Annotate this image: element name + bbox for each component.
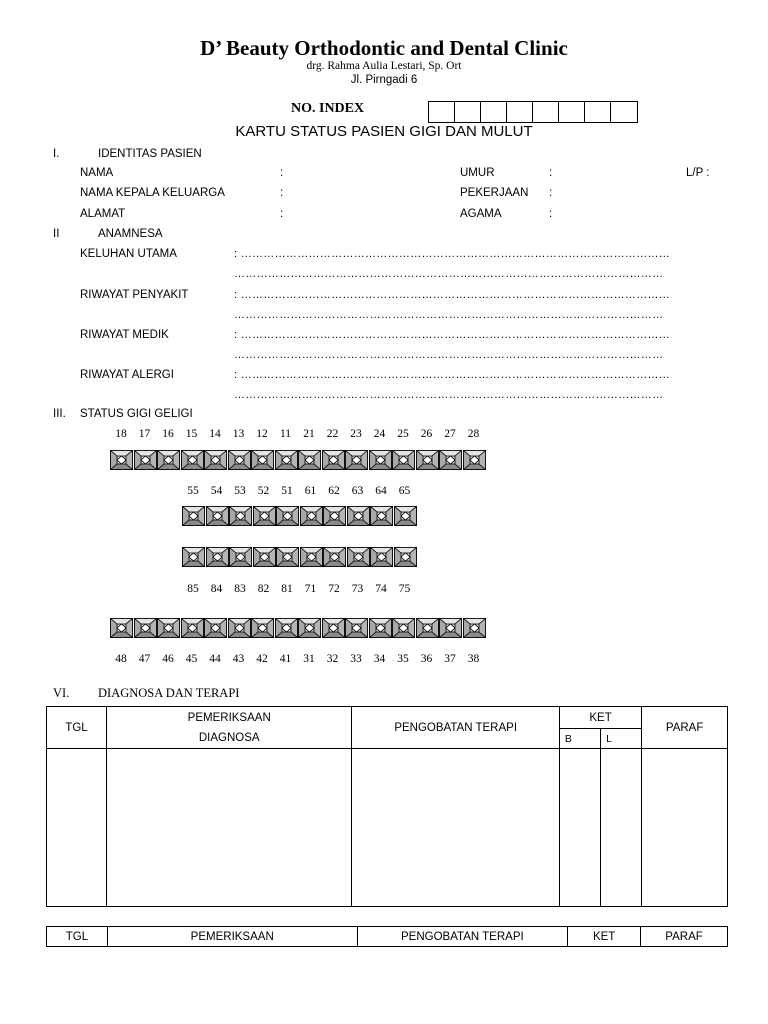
tooth-number: 64 [375,485,387,497]
section3-number: III. [53,408,66,420]
dotted-line[interactable]: : …………………………………………………………………………………………………… [234,248,671,260]
field-alamat: ALAMAT [80,208,126,220]
tooth-upper-permanent-9[interactable] [322,450,345,470]
tooth-number: 53 [234,485,246,497]
tooth-upper-deciduous-8[interactable] [370,506,393,526]
cell-pengobatan[interactable] [352,749,559,907]
tooth-number: 32 [326,653,339,665]
tooth-lower-permanent-9[interactable] [322,618,345,638]
dotted-line[interactable]: : …………………………………………………………………………………………………… [234,369,671,381]
dotted-line[interactable]: …………………………………………………………………………………………………… [234,268,664,280]
tooth-lower-deciduous-7[interactable] [347,547,370,567]
tooth-number: 33 [350,653,362,665]
tooth-upper-deciduous-6[interactable] [323,506,346,526]
section1-number: I. [53,148,60,160]
tooth-number: 16 [162,428,174,440]
tooth-lower-deciduous-8[interactable] [370,547,393,567]
tooth-number: 44 [209,653,221,665]
cell-tgl[interactable] [47,749,107,907]
tooth-number: 55 [187,485,199,497]
tooth-number: 14 [209,428,221,440]
tooth-lower-permanent-4[interactable] [204,618,227,638]
col-ket-l: L [601,729,642,749]
tooth-number: 48 [115,653,127,665]
tooth-number: 81 [281,583,293,595]
tooth-number: 27 [444,428,456,440]
tooth-number: 25 [397,428,409,440]
tooth-lower-deciduous-4[interactable] [276,547,299,567]
colon: : [549,187,553,199]
section2-title: ANAMNESA [98,228,163,240]
tooth-upper-deciduous-9[interactable] [394,506,417,526]
followup-table [46,926,728,947]
col-tgl: TGL [47,927,108,947]
tooth-number: 85 [187,583,199,595]
tooth-lower-permanent-14[interactable] [439,618,462,638]
field-pekerjaan: PEKERJAAN [460,187,529,199]
dotted-line[interactable]: : …………………………………………………………………………………………………… [234,329,671,341]
tooth-number: 28 [467,428,480,440]
tooth-number: 46 [162,653,174,665]
tooth-number: 41 [279,653,292,665]
tooth-number: 83 [234,583,246,595]
tooth-lower-permanent-12[interactable] [392,618,415,638]
tooth-number: 37 [444,653,456,665]
tooth-upper-deciduous-7[interactable] [347,506,370,526]
tooth-lower-permanent-1[interactable] [134,618,157,638]
tooth-upper-permanent-10[interactable] [345,450,368,470]
tooth-number: 12 [256,428,268,440]
cell-ket-b[interactable] [559,749,600,907]
tooth-lower-permanent-15[interactable] [463,618,486,638]
dotted-line[interactable]: : …………………………………………………………………………………………………… [234,289,671,301]
tooth-lower-permanent-7[interactable] [275,618,298,638]
tooth-number: 61 [304,485,317,497]
tooth-number: 73 [351,583,364,595]
tooth-lower-permanent-10[interactable] [345,618,368,638]
tooth-upper-permanent-14[interactable] [439,450,462,470]
colon: : [280,187,284,199]
field-sex: L/P : [686,167,710,179]
tooth-upper-permanent-0[interactable] [110,450,133,470]
diagnosis-table [46,706,728,907]
tooth-upper-permanent-12[interactable] [392,450,415,470]
col-pemeriksaan: PEMERIKSAAN [106,707,352,729]
col-pemeriksaan: PEMERIKSAAN [107,927,357,947]
tooth-number: 26 [420,428,433,440]
tooth-lower-deciduous-5[interactable] [300,547,323,567]
tooth-number: 23 [350,428,362,440]
tooth-upper-permanent-6[interactable] [251,450,274,470]
tooth-number: 17 [138,428,151,440]
tooth-number: 65 [398,485,411,497]
tooth-number: 54 [210,485,223,497]
cell-paraf[interactable] [642,749,728,907]
field-umur: UMUR [460,167,495,179]
tooth-number: 52 [257,485,270,497]
tooth-upper-permanent-11[interactable] [369,450,392,470]
cell-ket-l[interactable] [601,749,642,907]
tooth-lower-permanent-11[interactable] [369,618,392,638]
tooth-upper-permanent-5[interactable] [228,450,251,470]
index-number-boxes[interactable] [428,101,638,123]
tooth-upper-permanent-8[interactable] [298,450,321,470]
tooth-number: 36 [420,653,433,665]
tooth-upper-deciduous-5[interactable] [300,506,323,526]
tooth-lower-permanent-5[interactable] [228,618,251,638]
section3-title: STATUS GIGI GELIGI [80,408,193,420]
section4-number: VI. [53,686,70,700]
tooth-lower-permanent-3[interactable] [181,618,204,638]
tooth-upper-permanent-7[interactable] [275,450,298,470]
tooth-number: 42 [256,653,268,665]
col-pengobatan: PENGOBATAN TERAPI [352,707,559,749]
col-ket: KET [568,927,641,947]
col-paraf: PARAF [641,927,728,947]
field-nama-kepala-keluarga: NAMA KEPALA KELUARGA [80,187,225,199]
section2-number: II [53,228,60,240]
tooth-number: 72 [328,583,340,595]
tooth-number: 15 [185,428,198,440]
tooth-number: 18 [115,428,127,440]
tooth-upper-deciduous-2[interactable] [229,506,252,526]
tooth-number: 75 [398,583,411,595]
tooth-number: 62 [328,485,340,497]
tooth-lower-permanent-0[interactable] [110,618,133,638]
tooth-upper-permanent-1[interactable] [134,450,157,470]
tooth-number: 21 [303,428,315,440]
tooth-number: 13 [232,428,245,440]
tooth-number: 11 [279,428,292,440]
tooth-number: 22 [326,428,339,440]
doctor-name: drg. Rahma Aulia Lestari, Sp. Ort [306,60,462,72]
tooth-upper-deciduous-3[interactable] [253,506,276,526]
tooth-upper-deciduous-4[interactable] [276,506,299,526]
index-label: NO. INDEX [291,101,365,116]
tooth-number: 24 [373,428,386,440]
col-ket: KET [559,707,641,729]
tooth-number: 43 [232,653,245,665]
field-riwayat-medik: RIWAYAT MEDIK [80,329,169,341]
tooth-upper-permanent-4[interactable] [204,450,227,470]
tooth-number: 84 [210,583,223,595]
tooth-number: 74 [375,583,387,595]
tooth-number: 45 [185,653,198,665]
tooth-lower-permanent-8[interactable] [298,618,321,638]
tooth-number: 31 [303,653,315,665]
col-paraf: PARAF [642,707,728,749]
colon: : [549,208,553,220]
tooth-number: 38 [467,653,480,665]
clinic-name: D’ Beauty Orthodontic and Dental Clinic [200,36,568,60]
field-riwayat-penyakit: RIWAYAT PENYAKIT [80,289,189,301]
colon: : [280,167,284,179]
clinic-address: Jl. Pirngadi 6 [350,74,418,86]
form-title: KARTU STATUS PASIEN GIGI DAN MULUT [235,123,533,140]
tooth-upper-permanent-2[interactable] [157,450,180,470]
field-keluhan-utama: KELUHAN UTAMA [80,248,177,260]
tooth-lower-permanent-2[interactable] [157,618,180,638]
tooth-number: 63 [351,485,364,497]
tooth-upper-permanent-3[interactable] [181,450,204,470]
colon: : [280,208,284,220]
tooth-number: 34 [373,653,386,665]
dotted-line[interactable]: …………………………………………………………………………………………………… [234,389,664,401]
tooth-lower-deciduous-0[interactable] [182,547,205,567]
col-ket-b: B [559,729,600,749]
tooth-number: 51 [281,485,293,497]
tooth-upper-deciduous-0[interactable] [182,506,205,526]
col-pengobatan: PENGOBATAN TERAPI [357,927,568,947]
tooth-number: 82 [257,583,270,595]
tooth-number: 71 [304,583,317,595]
tooth-lower-deciduous-2[interactable] [229,547,252,567]
col-diagnosa: DIAGNOSA [106,729,352,749]
field-nama: NAMA [80,167,114,179]
section1-title: IDENTITAS PASIEN [98,148,202,160]
colon: : [549,167,553,179]
tooth-upper-permanent-13[interactable] [416,450,439,470]
tooth-lower-permanent-13[interactable] [416,618,439,638]
tooth-lower-deciduous-6[interactable] [323,547,346,567]
tooth-lower-deciduous-1[interactable] [206,547,229,567]
tooth-upper-deciduous-1[interactable] [206,506,229,526]
field-riwayat-alergi: RIWAYAT ALERGI [80,369,174,381]
col-tgl: TGL [47,707,107,749]
tooth-lower-permanent-6[interactable] [251,618,274,638]
tooth-lower-deciduous-3[interactable] [253,547,276,567]
cell-pemeriksaan[interactable] [106,749,352,907]
dotted-line[interactable]: …………………………………………………………………………………………………… [234,349,664,361]
dotted-line[interactable]: …………………………………………………………………………………………………… [234,309,664,321]
field-agama: AGAMA [460,208,502,220]
tooth-lower-deciduous-9[interactable] [394,547,417,567]
section4-title: DIAGNOSA DAN TERAPI [98,686,240,700]
tooth-upper-permanent-15[interactable] [463,450,486,470]
tooth-number: 35 [397,653,409,665]
tooth-number: 47 [138,653,151,665]
